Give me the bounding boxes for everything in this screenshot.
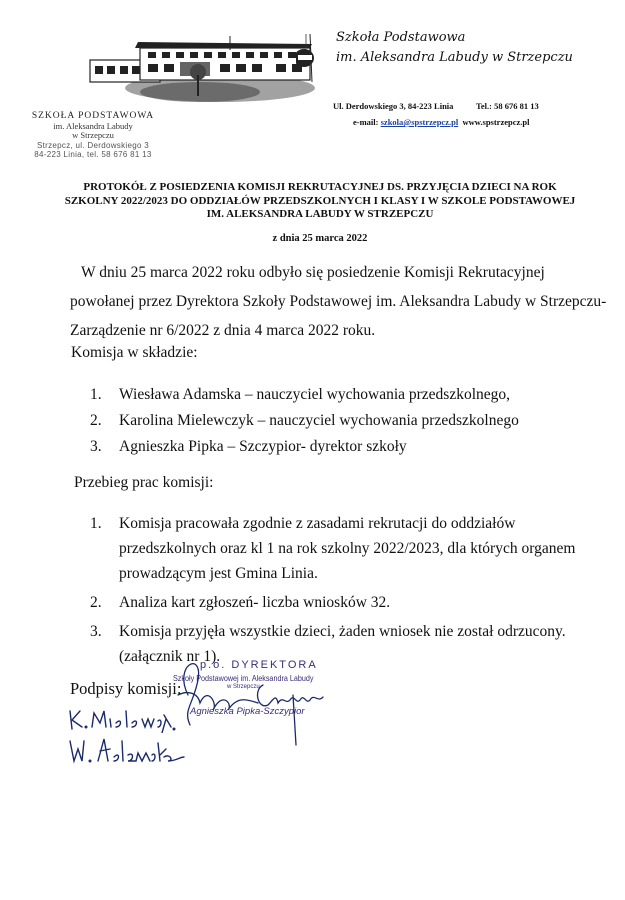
signatures-label: Podpisy komisji: <box>70 679 182 698</box>
school-city-phone-line: 84-223 Linia, tel. 58 676 81 13 <box>34 150 152 159</box>
proceeding-text: Komisja przyjęła wszystkie dzieci, żaden wniosek nie został odrzucony. (załącznik nr 1). <box>119 623 566 665</box>
intro-paragraph <box>70 258 610 345</box>
school-emblem-icon <box>296 34 318 74</box>
proceedings-list <box>90 511 615 673</box>
letterhead-script-title <box>336 28 573 68</box>
signature-mielewczyk <box>66 705 176 733</box>
list-item <box>90 382 610 407</box>
school-street-line: Strzepcz, ul. Derdowskiego 3 <box>36 140 149 150</box>
school-patron-line: im. Aleksandra Labudy <box>53 120 133 131</box>
list-number: 3. <box>90 623 102 640</box>
list-number: 1. <box>90 515 102 532</box>
list-number: 2. <box>90 594 102 611</box>
intro-text: W dniu 25 marca 2022 roku odbyło się posiedzenie Komisji Rekrutacyjnej powołanej przez Dyrektora Szkoły Podstawowej im. Aleksandra Labudy w Strzepczu- Zarządzenie nr 6/2022 z dnia 4 marca 2022 roku. <box>70 264 607 339</box>
school-name-line: SZKOŁA PODSTAWOWA <box>31 111 155 121</box>
stamp-title: p.o. DYREKTORA <box>200 659 318 671</box>
list-number: 2. <box>90 412 102 429</box>
list-number: 1. <box>90 386 102 403</box>
stamp-school: Szkoły Podstawowej im. Aleksandra Labudy <box>173 674 314 683</box>
signature-adamska <box>66 735 186 765</box>
email-label: e-mail: <box>353 117 379 127</box>
list-item <box>90 408 610 433</box>
script-title-line-1: Szkoła Podstawowa <box>336 30 466 45</box>
document-title: PROTOKÓŁ Z POSIEDZENIA KOMISJI REKRUTACYJNEJ DS. PRZYJĘCIA DZIECI NA ROK SZKOLNY 2022/2023 DO ODDZIAŁÓW PRZEDSZKOLNYCH I KLASY I W SZKOLE PODSTAWOWEJ IM. ALEKSANDRA LABUDY W STRZEPCZU <box>64 181 576 220</box>
school-address-block <box>18 112 168 160</box>
document-date: z dnia 25 marca 2022 <box>272 233 368 244</box>
email-link[interactable]: szkola@spstrzepcz.pl <box>380 117 459 127</box>
list-item <box>90 511 615 586</box>
list-number: 3. <box>90 438 102 455</box>
website-text: www.spstrzepcz.pl <box>462 117 530 127</box>
letterhead-address: Ul. Derdowskiego 3, 84-223 Linia <box>333 101 454 111</box>
letterhead-contact-line <box>353 117 530 127</box>
proceedings-heading: Przebieg prac komisji: <box>74 474 214 491</box>
school-location-line: w Strzepczu <box>72 130 114 140</box>
member-text: Agnieszka Pipka – Szczypior- dyrektor szkoły <box>119 438 407 455</box>
director-signature <box>168 655 333 750</box>
proceeding-text: Analiza kart zgłoszeń- liczba wniosków 32. <box>119 594 391 611</box>
members-list <box>90 382 610 460</box>
script-title-line-2: im. Aleksandra Labudy w Strzepczu <box>336 50 573 65</box>
members-heading: Komisja w składzie: <box>71 344 198 361</box>
stamp-location: w Strzepczu <box>227 684 260 690</box>
list-item <box>90 590 615 615</box>
proceeding-text: Komisja pracowała zgodnie z zasadami rekrutacji do oddziałów przedszkolnych oraz kl 1 na rok szkolny 2022/2023, dla których organem prowadzącym jest Gmina Linia. <box>119 515 576 582</box>
letterhead-phone: Tel.: 58 676 81 13 <box>476 101 539 111</box>
school-building-illustration <box>80 30 320 110</box>
member-text: Karolina Mielewczyk – nauczyciel wychowania przedszkolnego <box>119 412 519 429</box>
member-text: Wiesława Adamska – nauczyciel wychowania przedszkolnego, <box>119 386 511 403</box>
stamp-name: Agnieszka Pipka-Szczypior <box>190 706 305 717</box>
list-item <box>90 434 610 459</box>
